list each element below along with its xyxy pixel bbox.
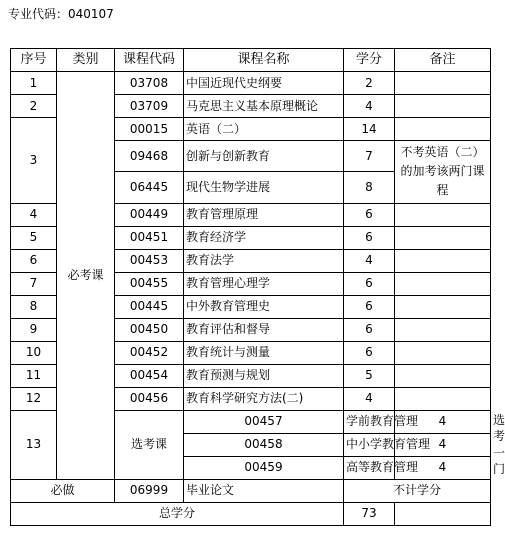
course-credit: 5 — [344, 364, 395, 387]
course-code: 00458 — [184, 433, 344, 456]
course-credit: 2 — [344, 72, 395, 95]
course-note — [395, 318, 491, 341]
course-code: 09468 — [115, 141, 184, 172]
course-name: 学前教育管理 — [344, 410, 395, 433]
col-header-category: 类别 — [57, 49, 115, 72]
category-elective: 选考课 — [115, 410, 184, 479]
course-code: 00449 — [115, 203, 184, 226]
course-name: 教育科学研究方法(二) — [184, 387, 344, 410]
row-no: 10 — [11, 341, 57, 364]
course-note — [395, 272, 491, 295]
course-table — [10, 48, 505, 526]
course-name: 教育预测与规划 — [184, 364, 344, 387]
course-name: 教育管理心理学 — [184, 272, 344, 295]
course-code: 00451 — [115, 226, 184, 249]
course-name: 英语（二） — [184, 118, 344, 141]
col-header-code: 课程代码 — [115, 49, 184, 72]
row-no: 1 — [11, 72, 57, 95]
course-code: 06445 — [115, 172, 184, 203]
total-label: 总学分 — [11, 502, 344, 525]
course-note — [395, 226, 491, 249]
course-credit: 6 — [344, 341, 395, 364]
course-name: 创新与创新教育 — [184, 141, 344, 172]
course-credit: 14 — [344, 118, 395, 141]
course-note — [395, 203, 491, 226]
thesis-row — [11, 479, 491, 502]
course-code: 00454 — [115, 364, 184, 387]
course-name: 中外教育管理史 — [184, 295, 344, 318]
course-code: 00455 — [115, 272, 184, 295]
course-code: 06999 — [115, 479, 184, 502]
course-note — [395, 249, 491, 272]
course-credit: 4 — [395, 456, 491, 479]
row-no: 11 — [11, 364, 57, 387]
total-credit: 73 — [344, 502, 395, 525]
course-name: 马克思主义基本原理概论 — [184, 95, 344, 118]
course-credit: 6 — [344, 295, 395, 318]
row-no: 2 — [11, 95, 57, 118]
table-row: 13 选考课 00457 学前教育管理 4 选考一门 — [11, 410, 491, 433]
course-name: 教育管理原理 — [184, 203, 344, 226]
table-row — [11, 72, 491, 95]
course-code: 00450 — [115, 318, 184, 341]
row-no: 9 — [11, 318, 57, 341]
course-note — [395, 118, 491, 141]
total-row — [11, 502, 491, 525]
course-name: 中小学教育管理 — [344, 433, 395, 456]
row-no: 6 — [11, 249, 57, 272]
major-code-line: 专业代码：040107 — [8, 7, 114, 21]
category-required: 必考课 — [57, 72, 115, 480]
course-note — [395, 341, 491, 364]
course-credit: 6 — [344, 203, 395, 226]
col-header-name: 课程名称 — [184, 49, 344, 72]
course-note — [395, 72, 491, 95]
table-header-row — [11, 49, 491, 72]
course-code: 03709 — [115, 95, 184, 118]
col-header-no: 序号 — [11, 49, 57, 72]
course-name: 现代生物学进展 — [184, 172, 344, 203]
course-credit: 4 — [344, 95, 395, 118]
course-credit: 4 — [344, 249, 395, 272]
row-no: 4 — [11, 203, 57, 226]
col-header-credit: 学分 — [344, 49, 395, 72]
course-credit: 6 — [344, 318, 395, 341]
group-3-note: 不考英语（二）的加考该两门课程 — [395, 141, 491, 204]
course-code: 00015 — [115, 118, 184, 141]
course-code: 00459 — [184, 456, 344, 479]
course-name: 教育统计与测量 — [184, 341, 344, 364]
course-name: 高等教育管理 — [344, 456, 395, 479]
course-credit: 6 — [344, 272, 395, 295]
course-credit: 6 — [344, 226, 395, 249]
course-code: 03708 — [115, 72, 184, 95]
row-no-group-13: 13 — [11, 410, 57, 479]
course-code: 00453 — [115, 249, 184, 272]
course-credit: 4 — [395, 410, 491, 433]
course-code: 00457 — [184, 410, 344, 433]
course-code: 00456 — [115, 387, 184, 410]
course-credit: 8 — [344, 172, 395, 203]
course-name: 教育评估和督导 — [184, 318, 344, 341]
row-no: 7 — [11, 272, 57, 295]
thesis-note: 不计学分 — [344, 479, 491, 502]
course-name: 教育法学 — [184, 249, 344, 272]
course-credit: 7 — [344, 141, 395, 172]
course-name: 中国近现代史纲要 — [184, 72, 344, 95]
row-no-group-3: 3 — [11, 118, 57, 204]
total-note — [395, 502, 491, 525]
course-name: 教育经济学 — [184, 226, 344, 249]
course-note — [395, 95, 491, 118]
course-credit: 4 — [344, 387, 395, 410]
course-note — [395, 387, 491, 410]
course-note — [395, 364, 491, 387]
course-code: 00445 — [115, 295, 184, 318]
col-header-note: 备注 — [395, 49, 491, 72]
row-no: 5 — [11, 226, 57, 249]
row-no: 8 — [11, 295, 57, 318]
course-credit: 4 — [395, 433, 491, 456]
course-name: 毕业论文 — [184, 479, 344, 502]
row-no: 12 — [11, 387, 57, 410]
course-code: 00452 — [115, 341, 184, 364]
thesis-label: 必做 — [11, 479, 115, 502]
course-note — [395, 295, 491, 318]
